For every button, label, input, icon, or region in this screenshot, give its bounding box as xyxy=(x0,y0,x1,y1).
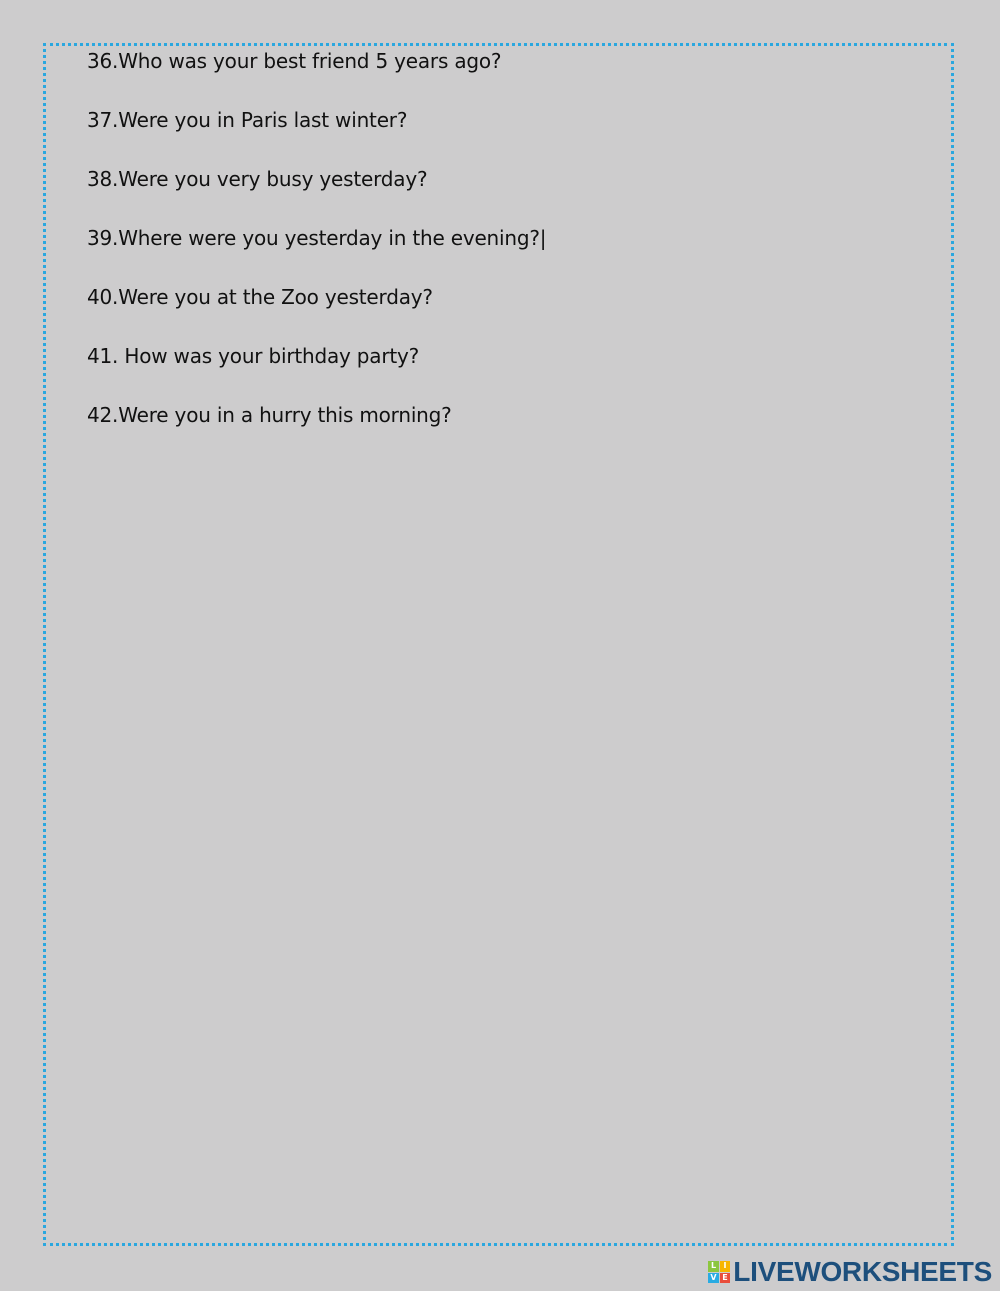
question-item: 41. How was your birthday party? xyxy=(87,344,420,368)
question-item: 39.Where were you yesterday in the evening?| xyxy=(87,226,547,250)
brand-name: LIVEWORKSHEETS xyxy=(733,1256,992,1287)
logo-letter-e: E xyxy=(720,1273,731,1284)
question-list xyxy=(87,46,546,459)
logo-letter-i: I xyxy=(720,1261,731,1272)
question-item: 37.Were you in Paris last winter? xyxy=(87,108,408,132)
liveworksheets-brand[interactable] xyxy=(708,1256,992,1287)
liveworksheets-logo-icon xyxy=(708,1261,730,1283)
question-item: 40.Were you at the Zoo yesterday? xyxy=(87,285,433,309)
logo-letter-v: V xyxy=(708,1273,719,1284)
logo-letter-l: L xyxy=(708,1261,719,1272)
question-item: 36.Who was your best friend 5 years ago? xyxy=(87,49,502,73)
question-item: 38.Were you very busy yesterday? xyxy=(87,167,428,191)
question-item: 42.Were you in a hurry this morning? xyxy=(87,403,452,427)
